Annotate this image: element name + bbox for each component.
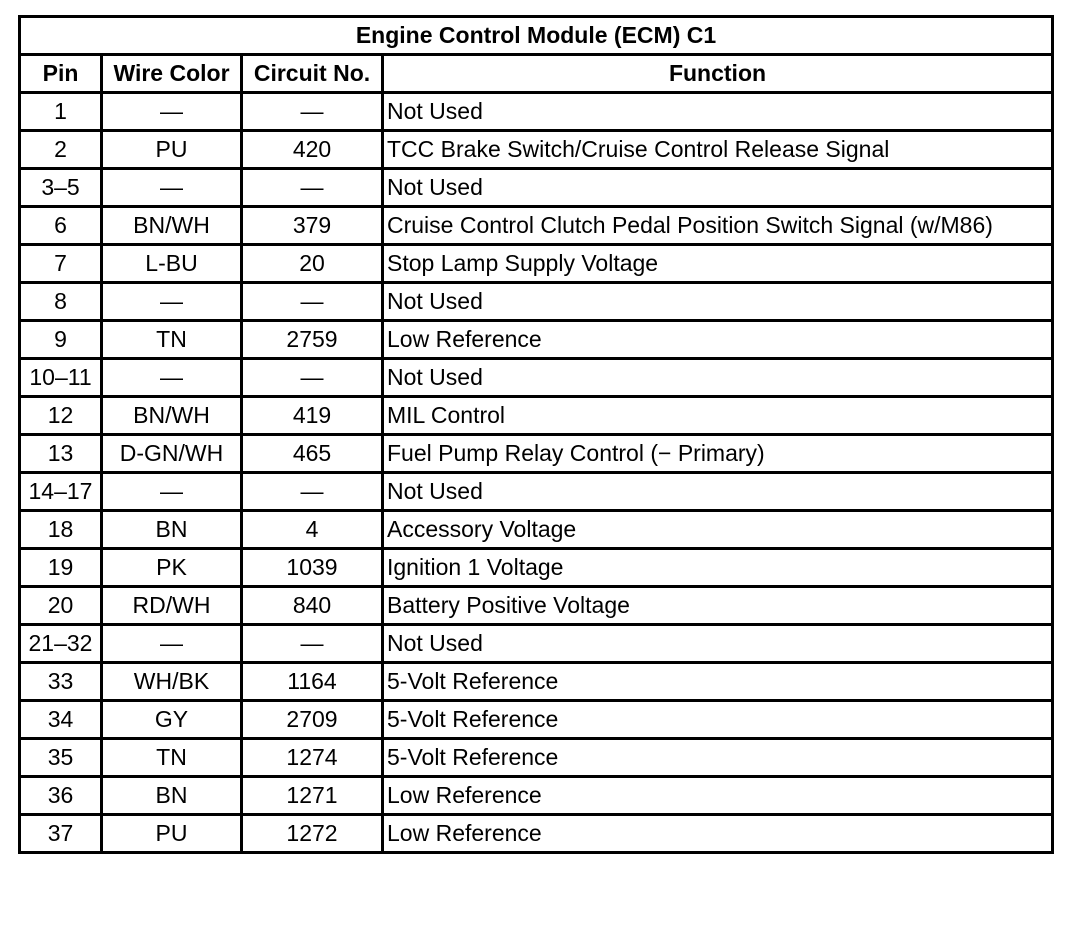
- circuit-no-cell: 840: [242, 587, 383, 625]
- pin-cell: 35: [20, 739, 102, 777]
- wire-color-cell: —: [102, 473, 242, 511]
- wire-color-cell: BN: [102, 777, 242, 815]
- circuit-no-cell: —: [242, 283, 383, 321]
- title-row: [20, 17, 1053, 55]
- table-row: [20, 207, 1053, 245]
- table-row: [20, 625, 1053, 663]
- pin-cell: 37: [20, 815, 102, 853]
- circuit-no-cell: 379: [242, 207, 383, 245]
- circuit-no-cell: 1271: [242, 777, 383, 815]
- function-cell: 5-Volt Reference: [383, 663, 1053, 701]
- pin-cell: 13: [20, 435, 102, 473]
- function-cell: Cruise Control Clutch Pedal Position Switch Signal (w/M86): [383, 207, 1053, 245]
- pin-cell: 36: [20, 777, 102, 815]
- function-cell: Low Reference: [383, 815, 1053, 853]
- circuit-no-cell: 465: [242, 435, 383, 473]
- pin-cell: 2: [20, 131, 102, 169]
- function-cell: Not Used: [383, 169, 1053, 207]
- table-row: [20, 169, 1053, 207]
- function-cell: Not Used: [383, 93, 1053, 131]
- table-row: [20, 245, 1053, 283]
- table-row: [20, 701, 1053, 739]
- circuit-no-cell: 1272: [242, 815, 383, 853]
- wire-color-cell: BN/WH: [102, 207, 242, 245]
- wire-color-cell: PU: [102, 131, 242, 169]
- pin-header: Pin: [20, 55, 102, 93]
- pin-cell: 14–17: [20, 473, 102, 511]
- circuit-no-cell: 419: [242, 397, 383, 435]
- wire-color-cell: WH/BK: [102, 663, 242, 701]
- circuit-no-header: Circuit No.: [242, 55, 383, 93]
- table-body: [20, 93, 1053, 853]
- table-row: [20, 359, 1053, 397]
- table-row: [20, 587, 1053, 625]
- table-row: [20, 815, 1053, 853]
- function-cell: 5-Volt Reference: [383, 701, 1053, 739]
- function-cell: Low Reference: [383, 777, 1053, 815]
- circuit-no-cell: 1164: [242, 663, 383, 701]
- pin-cell: 33: [20, 663, 102, 701]
- table-row: [20, 131, 1053, 169]
- table-row: [20, 397, 1053, 435]
- wire-color-cell: —: [102, 625, 242, 663]
- circuit-no-cell: 420: [242, 131, 383, 169]
- table-head: [20, 17, 1053, 93]
- function-cell: MIL Control: [383, 397, 1053, 435]
- wire-color-cell: —: [102, 283, 242, 321]
- pin-cell: 19: [20, 549, 102, 587]
- table-row: [20, 283, 1053, 321]
- function-cell: Fuel Pump Relay Control (− Primary): [383, 435, 1053, 473]
- table-row: [20, 739, 1053, 777]
- pin-cell: 7: [20, 245, 102, 283]
- pin-cell: 12: [20, 397, 102, 435]
- table-row: [20, 473, 1053, 511]
- table-row: [20, 777, 1053, 815]
- function-cell: 5-Volt Reference: [383, 739, 1053, 777]
- connector-pinout-table: [18, 15, 1054, 854]
- wire-color-cell: —: [102, 169, 242, 207]
- table-row: [20, 663, 1053, 701]
- table-row: [20, 549, 1053, 587]
- circuit-no-cell: 2759: [242, 321, 383, 359]
- circuit-no-cell: —: [242, 625, 383, 663]
- function-header: Function: [383, 55, 1053, 93]
- circuit-no-cell: —: [242, 169, 383, 207]
- wire-color-cell: BN/WH: [102, 397, 242, 435]
- function-cell: TCC Brake Switch/Cruise Control Release Signal: [383, 131, 1053, 169]
- circuit-no-cell: 1039: [242, 549, 383, 587]
- wire-color-cell: GY: [102, 701, 242, 739]
- pin-cell: 18: [20, 511, 102, 549]
- pin-cell: 34: [20, 701, 102, 739]
- circuit-no-cell: 20: [242, 245, 383, 283]
- circuit-no-cell: —: [242, 359, 383, 397]
- pin-cell: 21–32: [20, 625, 102, 663]
- wire-color-cell: PU: [102, 815, 242, 853]
- table-row: [20, 511, 1053, 549]
- function-cell: Accessory Voltage: [383, 511, 1053, 549]
- function-cell: Ignition 1 Voltage: [383, 549, 1053, 587]
- function-cell: Battery Positive Voltage: [383, 587, 1053, 625]
- circuit-no-cell: —: [242, 93, 383, 131]
- circuit-no-cell: 4: [242, 511, 383, 549]
- pin-cell: 6: [20, 207, 102, 245]
- function-cell: Not Used: [383, 625, 1053, 663]
- table-row: [20, 435, 1053, 473]
- wire-color-cell: D-GN/WH: [102, 435, 242, 473]
- circuit-no-cell: 1274: [242, 739, 383, 777]
- header-row: [20, 55, 1053, 93]
- wire-color-header: Wire Color: [102, 55, 242, 93]
- function-cell: Not Used: [383, 359, 1053, 397]
- pin-cell: 9: [20, 321, 102, 359]
- pin-cell: 8: [20, 283, 102, 321]
- wire-color-cell: TN: [102, 321, 242, 359]
- table-title: Engine Control Module (ECM) C1: [20, 17, 1053, 55]
- table-row: [20, 321, 1053, 359]
- wire-color-cell: PK: [102, 549, 242, 587]
- table-row: [20, 93, 1053, 131]
- function-cell: Stop Lamp Supply Voltage: [383, 245, 1053, 283]
- pin-cell: 3–5: [20, 169, 102, 207]
- wire-color-cell: —: [102, 359, 242, 397]
- wire-color-cell: L-BU: [102, 245, 242, 283]
- pin-cell: 10–11: [20, 359, 102, 397]
- function-cell: Low Reference: [383, 321, 1053, 359]
- pin-cell: 1: [20, 93, 102, 131]
- wire-color-cell: —: [102, 93, 242, 131]
- circuit-no-cell: 2709: [242, 701, 383, 739]
- wire-color-cell: RD/WH: [102, 587, 242, 625]
- function-cell: Not Used: [383, 283, 1053, 321]
- function-cell: Not Used: [383, 473, 1053, 511]
- circuit-no-cell: —: [242, 473, 383, 511]
- wire-color-cell: TN: [102, 739, 242, 777]
- pin-cell: 20: [20, 587, 102, 625]
- wire-color-cell: BN: [102, 511, 242, 549]
